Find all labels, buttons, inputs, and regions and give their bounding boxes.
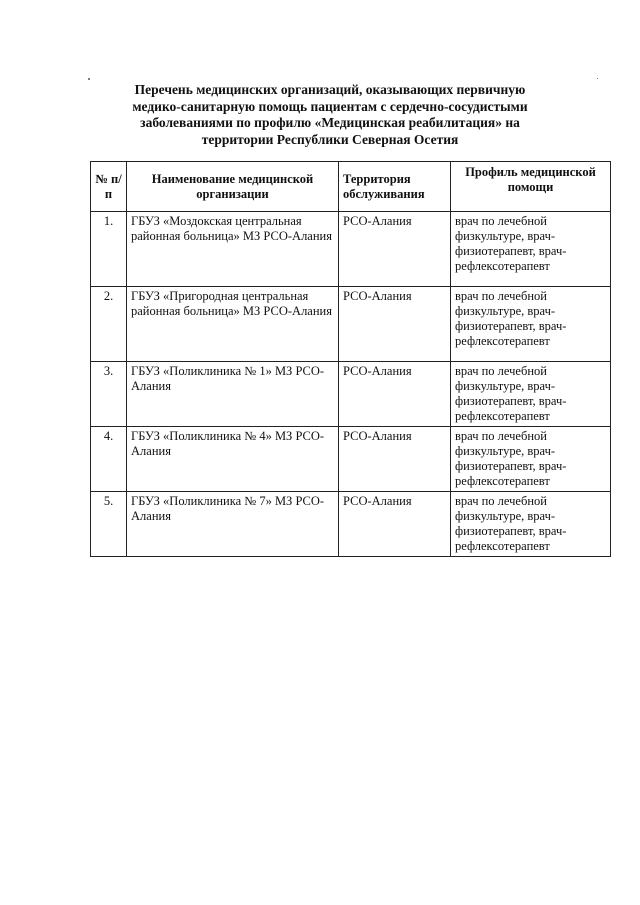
table-row: [91, 427, 611, 492]
organization-name: ГБУЗ «Поликлиника № 1» МЗ РСО-Алания: [127, 362, 339, 427]
table-row: [91, 212, 611, 287]
title-line: заболеваниями по профилю «Медицинская реабилитация» на: [140, 115, 520, 130]
organization-name: ГБУЗ «Пригородная центральная районная больница» МЗ РСО-Алания: [127, 287, 339, 362]
row-number: 5.: [91, 492, 127, 557]
territory-cell: РСО-Алания: [339, 362, 451, 427]
profile-cell: врач по лечебной физкультуре, врач-физиотерапевт, врач-рефлексотерапевт: [451, 427, 611, 492]
organizations-table: [90, 161, 611, 557]
table-row: [91, 362, 611, 427]
profile-cell: врач по лечебной физкультуре, врач-физиотерапевт, врач-рефлексотерапевт: [451, 492, 611, 557]
organization-name: ГБУЗ «Поликлиника № 7» МЗ РСО-Алания: [127, 492, 339, 557]
profile-cell: врач по лечебной физкультуре, врач-физиотерапевт, врач-рефлексотерапевт: [451, 287, 611, 362]
header-territory: Территория обслуживания: [339, 162, 451, 212]
row-number: 4.: [91, 427, 127, 492]
scan-speck: [597, 78, 598, 79]
scan-speck: [88, 78, 90, 80]
profile-cell: врач по лечебной физкультуре, врач-физиотерапевт, врач-рефлексотерапевт: [451, 212, 611, 287]
row-number: 1.: [91, 212, 127, 287]
organization-name: ГБУЗ «Моздокская центральная районная больница» МЗ РСО-Алания: [127, 212, 339, 287]
row-number: 2.: [91, 287, 127, 362]
territory-cell: РСО-Алания: [339, 287, 451, 362]
table-header-row: [91, 162, 611, 212]
header-number: № п/п: [91, 162, 127, 212]
title-line: территории Республики Северная Осетия: [201, 131, 459, 147]
territory-cell: РСО-Алания: [339, 212, 451, 287]
table-row: [91, 492, 611, 557]
organization-name: ГБУЗ «Поликлиника № 4» МЗ РСО-Алания: [127, 427, 339, 492]
header-profile: Профиль медицинской помощи: [451, 162, 611, 212]
territory-cell: РСО-Алания: [339, 492, 451, 557]
row-number: 3.: [91, 362, 127, 427]
profile-cell: врач по лечебной физкультуре, врач-физиотерапевт, врач-рефлексотерапевт: [451, 362, 611, 427]
territory-cell: РСО-Алания: [339, 427, 451, 492]
title-line: Перечень медицинских организаций, оказывающих первичную: [134, 82, 526, 97]
document-title: [95, 82, 565, 148]
table-row: [91, 287, 611, 362]
title-line: медико-санитарную помощь пациентам с сердечно-сосудистыми: [132, 98, 528, 114]
header-organization: Наименование медицинской организации: [127, 162, 339, 212]
